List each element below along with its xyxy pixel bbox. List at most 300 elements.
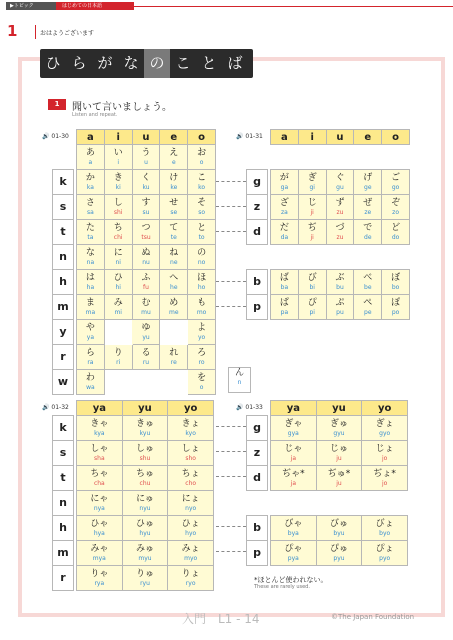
kana-char: ぞ [391,198,401,208]
kana-char: ぎゅ [329,419,348,429]
table-row [77,416,214,441]
kana-cell [188,345,216,370]
column-header: u [326,130,354,145]
table-row [77,491,214,516]
romaji: ba [280,284,289,291]
kana-cell [188,320,216,345]
connector-line [216,426,246,427]
kana-cell [77,295,105,320]
kana-char: ちょ [181,469,200,479]
column-header: ya [77,401,123,416]
row-label: t [52,465,74,491]
column-header: e [354,130,382,145]
romaji: gu [336,184,344,191]
romaji: shu [139,455,151,462]
row-label: y [52,319,74,345]
kana-cell [168,466,214,491]
kana-cell [104,270,132,295]
kana-cell [271,466,317,491]
romaji: a [88,159,93,166]
connector-line [216,551,246,552]
romaji: nyu [139,505,151,512]
romaji: tsu [141,234,151,241]
banner-char: ひ [45,54,61,72]
kana-cell [382,170,410,195]
kana-cell [160,245,188,270]
audio-track-label: 01-33 [245,404,263,411]
kana-cell [122,466,168,491]
connector-line [216,451,246,452]
romaji: po [391,309,400,316]
kana-char: ぴょ [375,544,394,554]
kana-char: ぢょ* [373,469,396,479]
kana-cell [132,170,160,195]
kana-cell [122,416,168,441]
kana-char: りょ [181,569,200,579]
kana-cell [326,170,354,195]
romaji: hi [115,284,121,291]
romaji: shi [113,209,123,216]
romaji: yu [142,334,150,341]
romaji: jo [381,480,388,487]
kana-cell [298,170,326,195]
romaji: hya [93,530,105,537]
kana-char: ば [279,273,289,283]
romaji: mo [196,309,207,316]
kana-char: ぶ [335,273,345,283]
kana-char: ぬ [141,248,151,258]
kana-char: く [141,173,151,183]
romaji: cha [93,480,105,487]
romaji: chi [113,234,123,241]
kana-cell [132,195,160,220]
romaji: zo [392,209,399,216]
table-row [271,295,410,320]
kana-char: ひゃ [90,519,109,529]
table-row [77,370,216,395]
kana-char: みゅ [135,544,154,554]
kana-char: ご [391,173,401,183]
table-row [77,270,216,295]
kana-char: ひょ [181,519,200,529]
banner-char: な [123,54,139,72]
page-number: 入門 L1 - 14 [182,612,260,626]
kana-cell [160,145,188,170]
kana-char: り [113,348,123,358]
kana-char: ひ [113,273,123,283]
kana-cell [382,270,410,295]
kana-char: ね [169,248,179,258]
romaji: gyo [379,430,391,437]
column-header: yo [168,401,214,416]
table-row [77,345,216,370]
kana-char: ちゃ [90,469,109,479]
row-label: k [52,169,74,195]
romaji: cho [185,480,197,487]
romaji: yo [197,334,206,341]
kana-cell [160,345,188,370]
romaji: gyu [333,430,345,437]
audio-track-basic[interactable] [42,133,69,140]
lesson-divider [35,25,36,39]
kana-char: きゅ [135,419,154,429]
kana-char: ぢゅ* [327,469,351,479]
speaker-icon: 🔊 [42,404,50,411]
kana-cell [316,541,362,566]
row-label: n [52,244,74,270]
kana-cell [354,195,382,220]
kana-cell [362,541,408,566]
kana-char: りゅ [135,569,154,579]
kana-char: せ [169,198,179,208]
kana-cell [271,195,299,220]
kana-cell [104,220,132,245]
column-header: a [77,130,105,145]
romaji: ma [85,309,96,316]
kana-cell [77,416,123,441]
kana-char: あ [85,148,95,158]
row-label: z [246,194,268,220]
romaji: ri [116,359,121,366]
table-row [271,195,410,220]
row-label: d [246,465,268,491]
audio-track-label: 01-30 [51,133,69,140]
kana-char: ゆ [141,323,151,333]
kana-char: ぎ [307,173,317,183]
connector-line [216,281,246,282]
kana-cell [122,566,168,591]
romaji: rya [94,580,105,587]
romaji: ko [198,184,206,191]
kana-cell [354,295,382,320]
kana-cell [77,195,105,220]
table-row [77,170,216,195]
audio-track-voiced[interactable] [236,133,263,140]
kana-char: こ [197,173,207,183]
kana-cell [316,466,362,491]
romaji: bo [391,284,400,291]
kana-char: ぢゃ* [282,469,305,479]
activity-instruction-en: Listen and repeat. [72,112,118,118]
kana-char: そ [197,198,207,208]
kana-cell [188,295,216,320]
romaji: ki [115,184,121,191]
connector-line [216,526,246,527]
romaji: o [199,159,204,166]
romaji: fu [143,284,149,291]
kana-cell [132,145,160,170]
audio-track-voiced-youon[interactable] [236,404,263,411]
kana-char: りゃ [90,569,109,579]
kana-grid [270,169,410,245]
table-row [77,220,216,245]
row-label: p [246,540,268,566]
kana-cell [271,220,299,245]
kana-cell [104,295,132,320]
table-row [77,566,214,591]
romaji: kya [94,430,105,437]
kana-char: ら [85,348,95,358]
kana-char: じょ [375,444,394,454]
kana-cell [77,541,123,566]
kana-char: か [85,173,95,183]
romaji: no [197,259,206,266]
romaji: pyu [333,555,345,562]
kana-cell [188,170,216,195]
romaji: pya [287,555,299,562]
kana-char: け [169,173,179,183]
row-label: s [52,194,74,220]
kana-char: ち [113,223,123,233]
table-row [271,466,408,491]
kana-char: ぼ [391,273,401,283]
kana-cell [77,466,123,491]
kana-cell [160,370,188,395]
row-label: r [52,344,74,370]
kana-char: ま [85,298,95,308]
kana-cell [326,220,354,245]
kana-grid-header [270,400,408,416]
kana-cell [298,295,326,320]
kana-cell [132,270,160,295]
romaji: byo [379,530,391,537]
rarely-used-note: *ほとんど使われない。 [254,576,328,584]
row-label: b [246,269,268,295]
kana-grid [76,400,214,591]
romaji: ro [198,359,205,366]
kana-char: にゃ [90,494,109,504]
romaji: o [199,384,204,391]
audio-track-label: 01-31 [245,133,263,140]
kana-cell [326,270,354,295]
romaji: wa [86,384,95,391]
romaji: kyo [185,430,196,437]
romaji: nu [142,259,150,266]
kana-char: や [85,323,95,333]
kana-char: ぱ [279,298,289,308]
kana-char: ぐ [335,173,345,183]
romaji: mi [114,309,122,316]
kana-cell [132,320,160,345]
kana-char: わ [85,373,95,383]
column-header: e [160,130,188,145]
kana-cell [122,541,168,566]
kana-char: だ [279,223,289,233]
romaji: ryo [185,580,196,587]
table-row [271,270,410,295]
activity-number: 1 [48,99,66,110]
kana-cell [326,195,354,220]
kana-char: しょ [181,444,200,454]
romaji: zu [336,234,344,241]
romaji: ka [86,184,94,191]
kana-cell [168,491,214,516]
kana-char: よ [197,323,207,333]
table-row [77,145,216,170]
romaji: byu [333,530,345,537]
banner-char: ば [227,54,243,72]
table-row [271,170,410,195]
column-header: o [188,130,216,145]
kana-char: にゅ [136,494,154,504]
kana-char: ん [234,368,244,378]
kana-char: す [141,198,151,208]
romaji: ha [86,284,95,291]
romaji: za [280,209,288,216]
kana-cell [77,220,105,245]
kana-cell [132,220,160,245]
kana-cell [188,245,216,270]
column-header: u [132,130,160,145]
connector-line [216,206,246,207]
romaji: to [198,234,205,241]
kana-cell [122,491,168,516]
kana-cell [132,295,160,320]
kana-cell [271,270,299,295]
table-row [77,516,214,541]
romaji: hyo [185,530,197,537]
kana-cell [362,441,408,466]
topic-tab: ▶トピック [6,2,56,10]
kana-grid [270,515,408,566]
kana-char: つ [141,223,151,233]
table-row [77,320,216,345]
kana-grid [270,269,410,320]
speaker-icon: 🔊 [236,133,244,140]
lesson-number: 1 [7,22,18,40]
row-label: b [246,515,268,541]
lesson-title: おはようございます [40,30,95,37]
kana-cell-n [228,367,251,393]
romaji: re [170,359,177,366]
kana-char: き [113,173,123,183]
romaji: i [117,159,120,166]
romaji: ra [87,359,94,366]
kana-cell [168,566,214,591]
banner-char: と [201,54,217,72]
speaker-icon: 🔊 [42,133,50,140]
section-banner [40,49,253,78]
romaji: be [364,284,372,291]
kana-cell [316,441,362,466]
table-row [271,541,408,566]
romaji: gi [309,184,315,191]
row-label: g [246,169,268,195]
banner-char: こ [175,54,191,72]
kana-cell [122,441,168,466]
kana-char: め [169,298,179,308]
audio-track-youon[interactable] [42,404,69,411]
row-label: s [52,440,74,466]
kana-cell [188,370,216,395]
romaji: ku [142,184,150,191]
kana-cell [354,270,382,295]
banner-char: の [144,49,170,78]
kana-cell [77,566,123,591]
kana-cell [354,220,382,245]
romaji: ke [170,184,178,191]
kana-char: づ [335,223,345,233]
row-label: w [52,369,74,395]
romaji: ta [87,234,94,241]
table-row [77,195,216,220]
romaji: ne [170,259,178,266]
kana-cell [77,345,105,370]
romaji: ze [364,209,372,216]
table-row [77,466,214,491]
kana-cell [188,145,216,170]
speaker-icon: 🔊 [236,404,244,411]
kana-cell [354,170,382,195]
kana-char: じゃ [284,444,303,454]
column-header: ya [271,401,317,416]
table-row [77,541,214,566]
kana-char: びょ [375,519,394,529]
kana-char: にょ [181,494,200,504]
row-label: n [52,490,74,516]
kana-char: の [197,248,207,258]
rarely-used-note-en: These are rarely used. [254,584,310,590]
table-row [271,441,408,466]
romaji: ni [115,259,121,266]
kana-char: ふ [141,273,151,283]
audio-track-label: 01-32 [51,404,69,411]
column-header: yu [316,401,362,416]
romaji: su [142,209,150,216]
kana-cell [382,295,410,320]
romaji: zu [336,209,344,216]
romaji: so [198,209,205,216]
kana-char: で [363,223,373,233]
romaji: kyu [139,430,151,437]
romaji: hyu [139,530,151,537]
kana-cell [77,245,105,270]
kana-char: ぽ [391,298,401,308]
romaji: me [169,309,179,316]
kana-char: ろ [197,348,207,358]
table-row [271,516,408,541]
kana-char: ど [391,223,401,233]
romaji: do [391,234,400,241]
column-header: yu [122,401,168,416]
kana-char: ぎょ [375,419,394,429]
kana-cell [122,516,168,541]
kana-char: も [197,298,207,308]
kana-grid [76,129,216,395]
kana-char: が [279,173,289,183]
kana-char: ぴ [307,298,317,308]
kana-cell [298,220,326,245]
kana-cell [271,541,317,566]
column-header: i [298,130,326,145]
row-label: z [246,440,268,466]
romaji: n [237,379,242,386]
romaji: sho [185,455,196,462]
kana-char: ぜ [363,198,373,208]
kana-char: きゃ [90,419,109,429]
kana-cell [316,416,362,441]
kana-grid [270,415,408,491]
kana-cell [132,370,160,395]
kana-cell [104,370,132,395]
connector-line [216,476,246,477]
romaji: ge [364,184,372,191]
kana-cell [271,516,317,541]
romaji: myu [138,555,152,562]
kana-cell [160,270,188,295]
romaji: bi [309,284,315,291]
column-header: a [271,130,299,145]
